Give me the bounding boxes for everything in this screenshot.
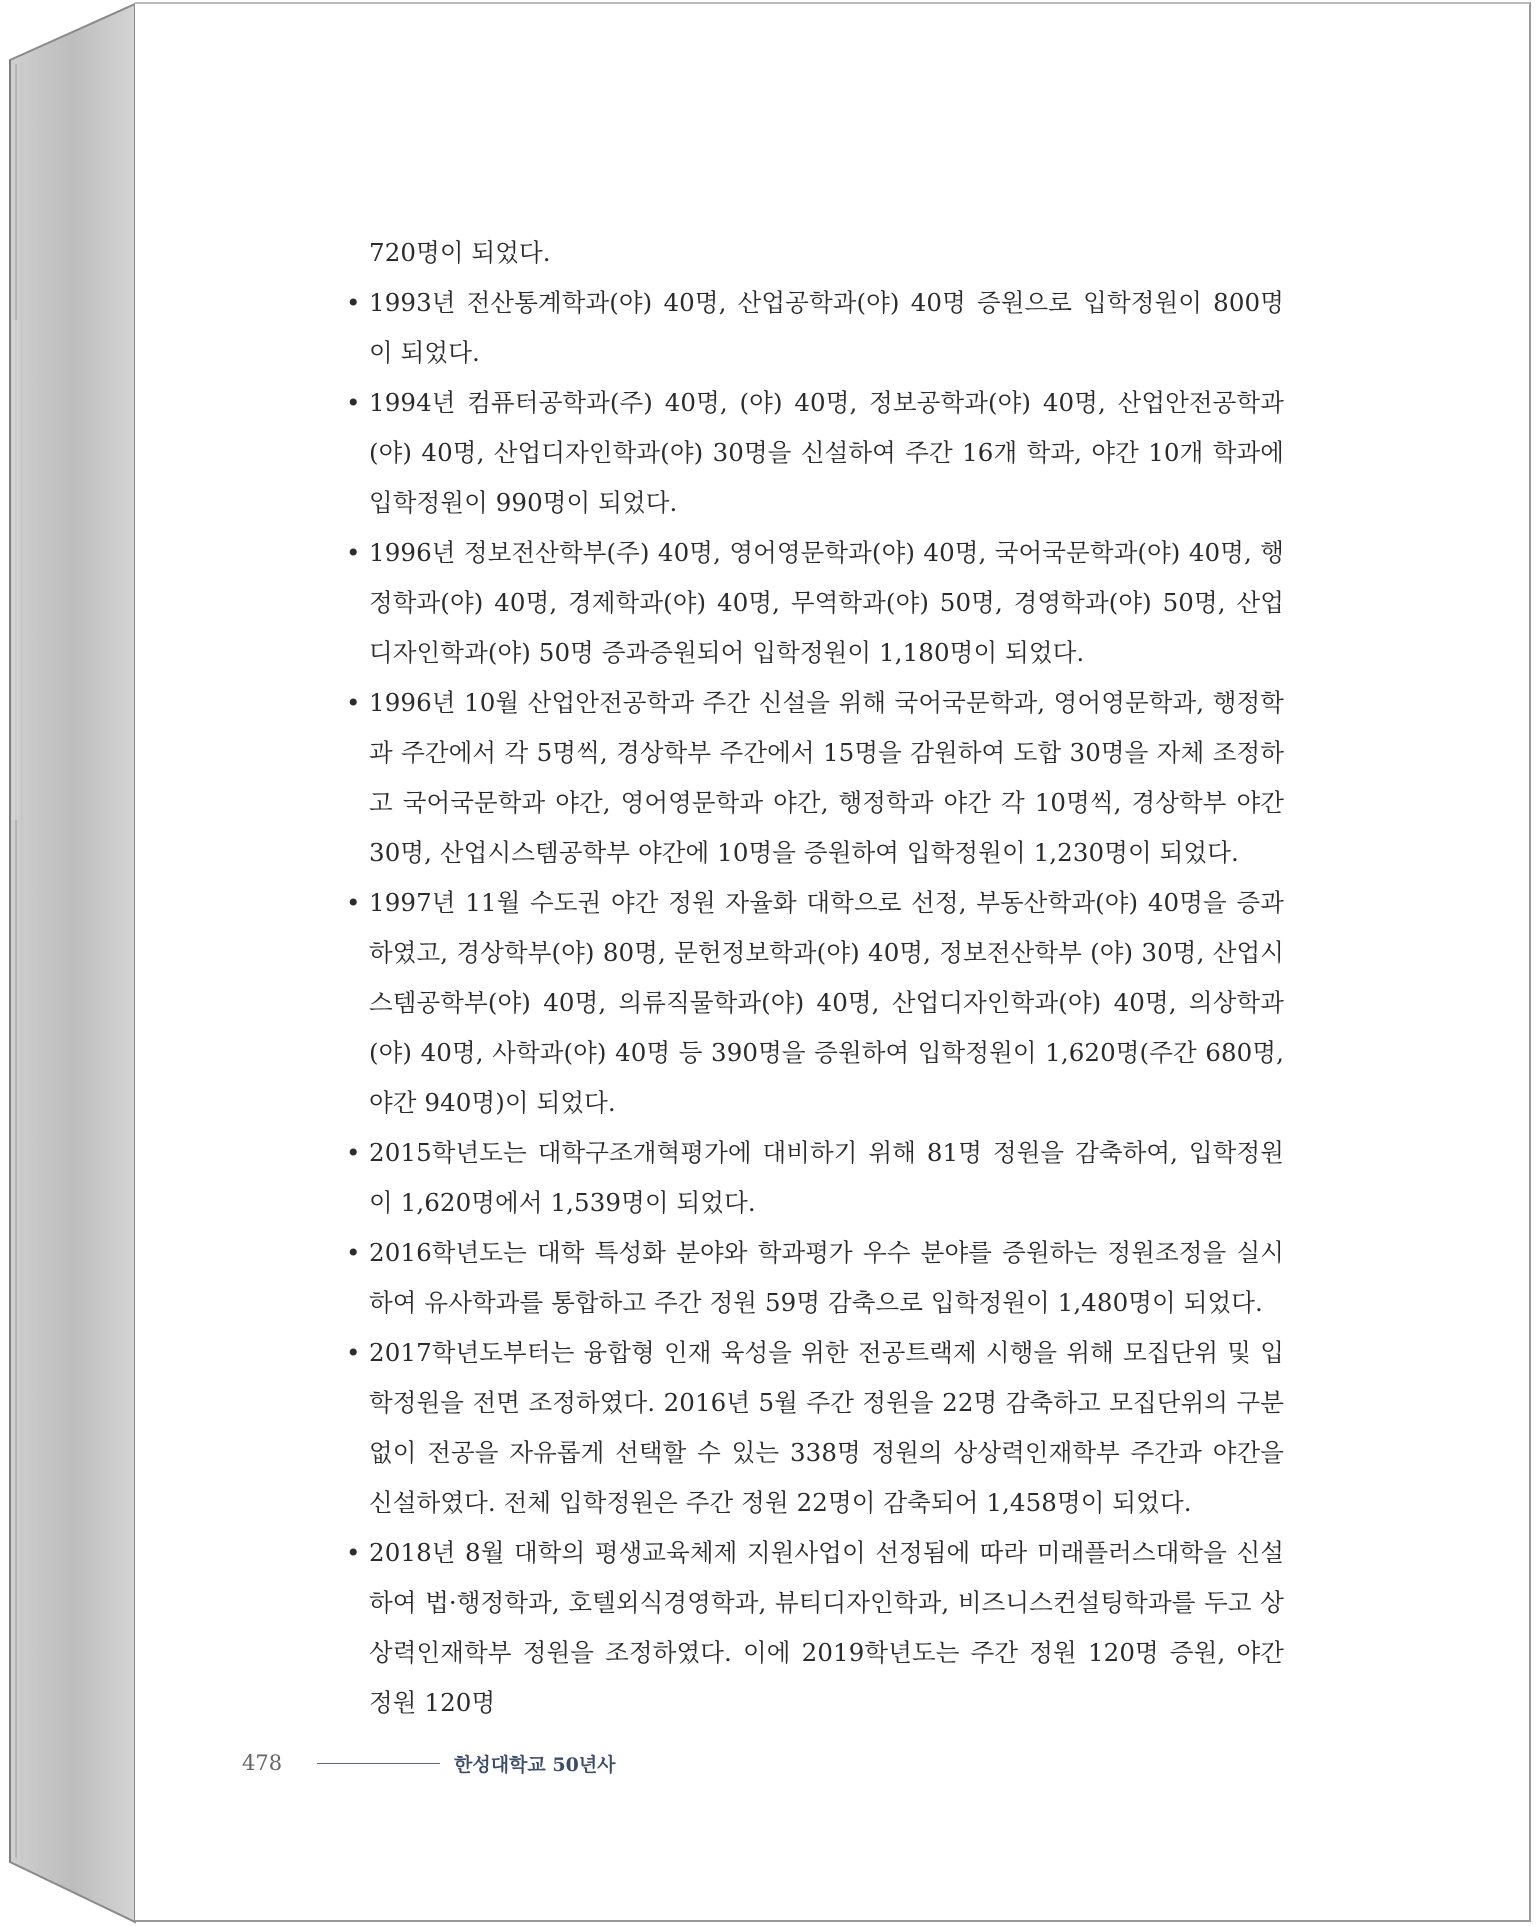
page-footer <box>242 1746 616 1780</box>
paragraph-continuation <box>344 228 1284 278</box>
page-stack-graphic <box>0 0 140 1926</box>
bullet-marker: • <box>346 888 361 917</box>
paragraph-text: 720명이 되었다. <box>369 238 551 267</box>
page-body-text <box>344 228 1284 1728</box>
bullet-marker: • <box>346 1238 361 1267</box>
bullet-marker: • <box>346 1138 361 1167</box>
bullet-marker: • <box>346 1538 361 1567</box>
bullet-item <box>344 528 1284 678</box>
bullet-item <box>344 878 1284 1128</box>
running-title: 한성대학교 50년사 <box>454 1753 616 1776</box>
bullet-text: 1994년 컴퓨터공학과(주) 40명, (야) 40명, 정보공학과(야) 40명, 산업안전공학과(야) 40명, 산업디자인학과(야) 30명을 신설하여 주간 16개 학과, 야간 10개 학과에 입학정원이 990명이 되었다. <box>369 388 1284 517</box>
bullet-text: 2017학년도부터는 융합형 인재 육성을 위한 전공트랙제 시행을 위해 모집단위 및 입학정원을 전면 조정하였다. 2016년 5월 주간 정원을 22명 감축하고 모집단위의 구분 없이 전공을 자유롭게 선택할 수 있는 338명 정원의 상상력인재학부 주간과 야간을 신설하였다. 전체 입학정원은 주간 정원 22명이 감축되어 1,458명이 되었다. <box>369 1338 1284 1517</box>
bullet-text: 2016학년도는 대학 특성화 분야와 학과평가 우수 분야를 증원하는 정원조정을 실시하여 유사학과를 통합하고 주간 정원 59명 감축으로 입학정원이 1,480명이 되었다. <box>369 1238 1284 1317</box>
bullet-item <box>344 1228 1284 1328</box>
bullet-item <box>344 1328 1284 1528</box>
bullet-item <box>344 378 1284 528</box>
bullet-item <box>344 1528 1284 1728</box>
bullet-marker: • <box>346 288 361 317</box>
bullet-text: 2018년 8월 대학의 평생교육체제 지원사업이 선정됨에 따라 미래플러스대학을 신설하여 법·행정학과, 호텔외식경영학과, 뷰티디자인학과, 비즈니스컨설팅학과를 두고 상상력인재학부 정원을 조정하였다. 이에 2019학년도는 주간 정원 120명 증원, 야간 정원 120명 <box>369 1538 1284 1717</box>
bullet-item <box>344 1128 1284 1228</box>
bullet-marker: • <box>346 388 361 417</box>
book-page-stack <box>0 0 140 1926</box>
bullet-text: 1997년 11월 수도권 야간 정원 자율화 대학으로 선정, 부동산학과(야) 40명을 증과하였고, 경상학부(야) 80명, 문헌정보학과(야) 40명, 정보전산학부 (야) 30명, 산업시스템공학부(야) 40명, 의류직물학과(야) 40명, 산업디자인학과(야) 40명, 의상학과(야) 40명, 사학과(야) 40명 등 390명을 증원하여 입학정원이 1,620명(주간 680명, 야간 940명)이 되었다. <box>369 888 1284 1117</box>
footer-divider <box>317 1763 440 1764</box>
bullet-text: 1996년 정보전산학부(주) 40명, 영어영문학과(야) 40명, 국어국문학과(야) 40명, 행정학과(야) 40명, 경제학과(야) 40명, 무역학과(야) 50명, 경영학과(야) 50명, 산업디자인학과(야) 50명 증과증원되어 입학정원이 1,180명이 되었다. <box>369 538 1284 667</box>
bullet-marker: • <box>346 538 361 567</box>
bullet-text: 1996년 10월 산업안전공학과 주간 신설을 위해 국어국문학과, 영어영문학과, 행정학과 주간에서 각 5명씩, 경상학부 주간에서 15명을 감원하여 도합 30명을 자체 조정하고 국어국문학과 야간, 영어영문학과 야간, 행정학과 야간 각 10명씩, 경상학부 야간 30명, 산업시스템공학부 야간에 10명을 증원하여 입학정원이 1,230명이 되었다. <box>369 688 1284 867</box>
bullet-text: 2015학년도는 대학구조개혁평가에 대비하기 위해 81명 정원을 감축하여, 입학정원이 1,620명에서 1,539명이 되었다. <box>369 1138 1284 1217</box>
bullet-marker: • <box>346 1338 361 1367</box>
page-number: 478 <box>242 1751 283 1775</box>
bullet-text: 1993년 전산통계학과(야) 40명, 산업공학과(야) 40명 증원으로 입학정원이 800명이 되었다. <box>369 288 1284 367</box>
bullet-marker: • <box>346 688 361 717</box>
bullet-item <box>344 278 1284 378</box>
bullet-item <box>344 678 1284 878</box>
